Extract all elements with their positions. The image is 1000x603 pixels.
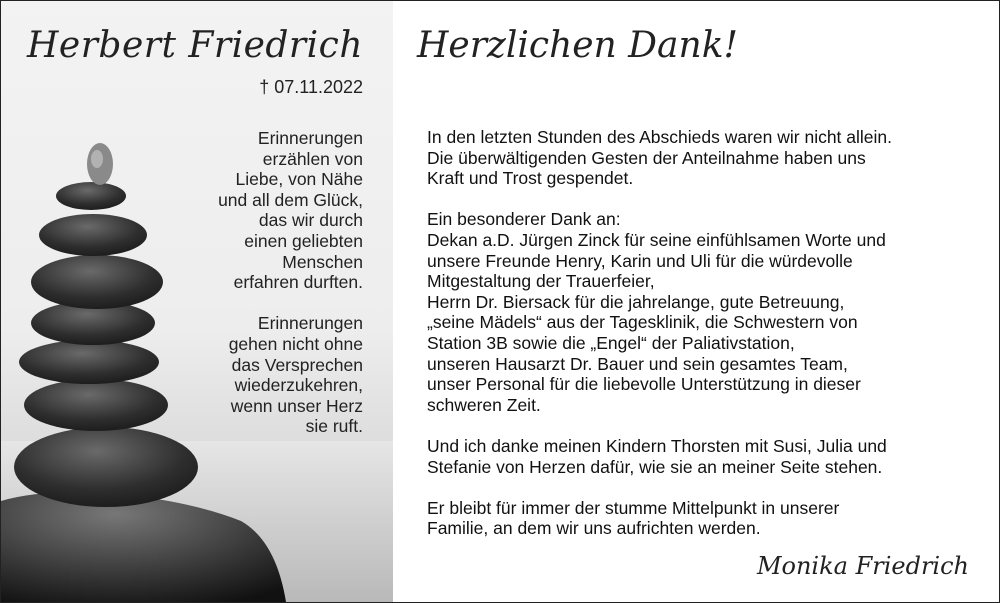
text-line: „seine Mädels“ aus der Tagesklinik, die Schwestern von [427,312,858,333]
text-line: Dekan a.D. Jürgen Zinck für seine einfühlsamen Worte und [427,229,886,250]
poem-stanza [113,313,363,437]
thank-you-heading: Herzlichen Dank! [417,25,738,66]
thank-you-text [427,127,987,559]
poem-line: erzählen von [262,148,363,169]
poem-line: und all dem Glück, [218,189,363,210]
poem-line: wenn unser Herz [230,395,363,416]
paragraph [427,127,987,189]
poem-line: sie ruft. [305,416,363,437]
text-line: In den letzten Stunden des Abschieds waren wir nicht allein. [427,127,893,147]
poem-line: Erinnerungen [257,313,363,334]
poem-line: das Versprechen [231,354,363,375]
text-line: Stefanie von Herzen dafür, wie sie an meiner Seite stehen. [427,456,883,477]
poem-line: gehen nicht ohne [228,333,363,354]
special-thanks-heading: Ein besonderer Dank an: [427,209,621,230]
text-line: unser Personal für die liebevolle Unterstützung in dieser [427,374,861,395]
text-line: Und ich danke meinen Kindern Thorsten mit Susi, Julia und [427,435,887,456]
memorial-poem [113,128,363,458]
signature: Monika Friedrich [756,552,969,580]
death-date: † 07.11.2022 [259,77,363,97]
memorial-panel [1,1,393,602]
thank-you-panel [393,1,999,602]
text-line: unseren Hausarzt Dr. Bauer und sein gesamtes Team, [427,353,848,374]
poem-line: Erinnerungen [257,128,363,148]
text-line: schweren Zeit. [427,394,541,415]
poem-line: Menschen [282,251,363,272]
poem-line: erfahren durften. [233,272,363,293]
text-line: Familie, an dem wir uns aufrichten werden. [427,518,761,539]
text-line: unsere Freunde Henry, Karin und Uli für die würdevolle [427,250,853,271]
text-line: Herrn Dr. Biersack für die jahrelange, gute Betreuung, [427,291,845,312]
paragraph [427,209,987,415]
poem-line: Liebe, von Nähe [235,169,363,190]
paragraph [427,436,987,477]
text-line: Er bleibt für immer der stumme Mittelpunkt in unserer [427,497,840,518]
text-line: Mitgestaltung der Trauerfeier, [427,271,655,292]
poem-line: das wir durch [258,210,363,231]
text-line: Kraft und Trost gespendet. [427,168,634,189]
text-line: Die überwältigenden Gesten der Anteilnahme haben uns [427,147,866,168]
poem-stanza [113,128,363,293]
poem-line: wiederzukehren, [234,375,363,396]
paragraph [427,498,987,539]
poem-line: einen geliebten [244,230,363,251]
text-line: Station 3B sowie die „Engel“ der Paliativstation, [427,332,795,353]
deceased-name: Herbert Friedrich [27,25,363,66]
